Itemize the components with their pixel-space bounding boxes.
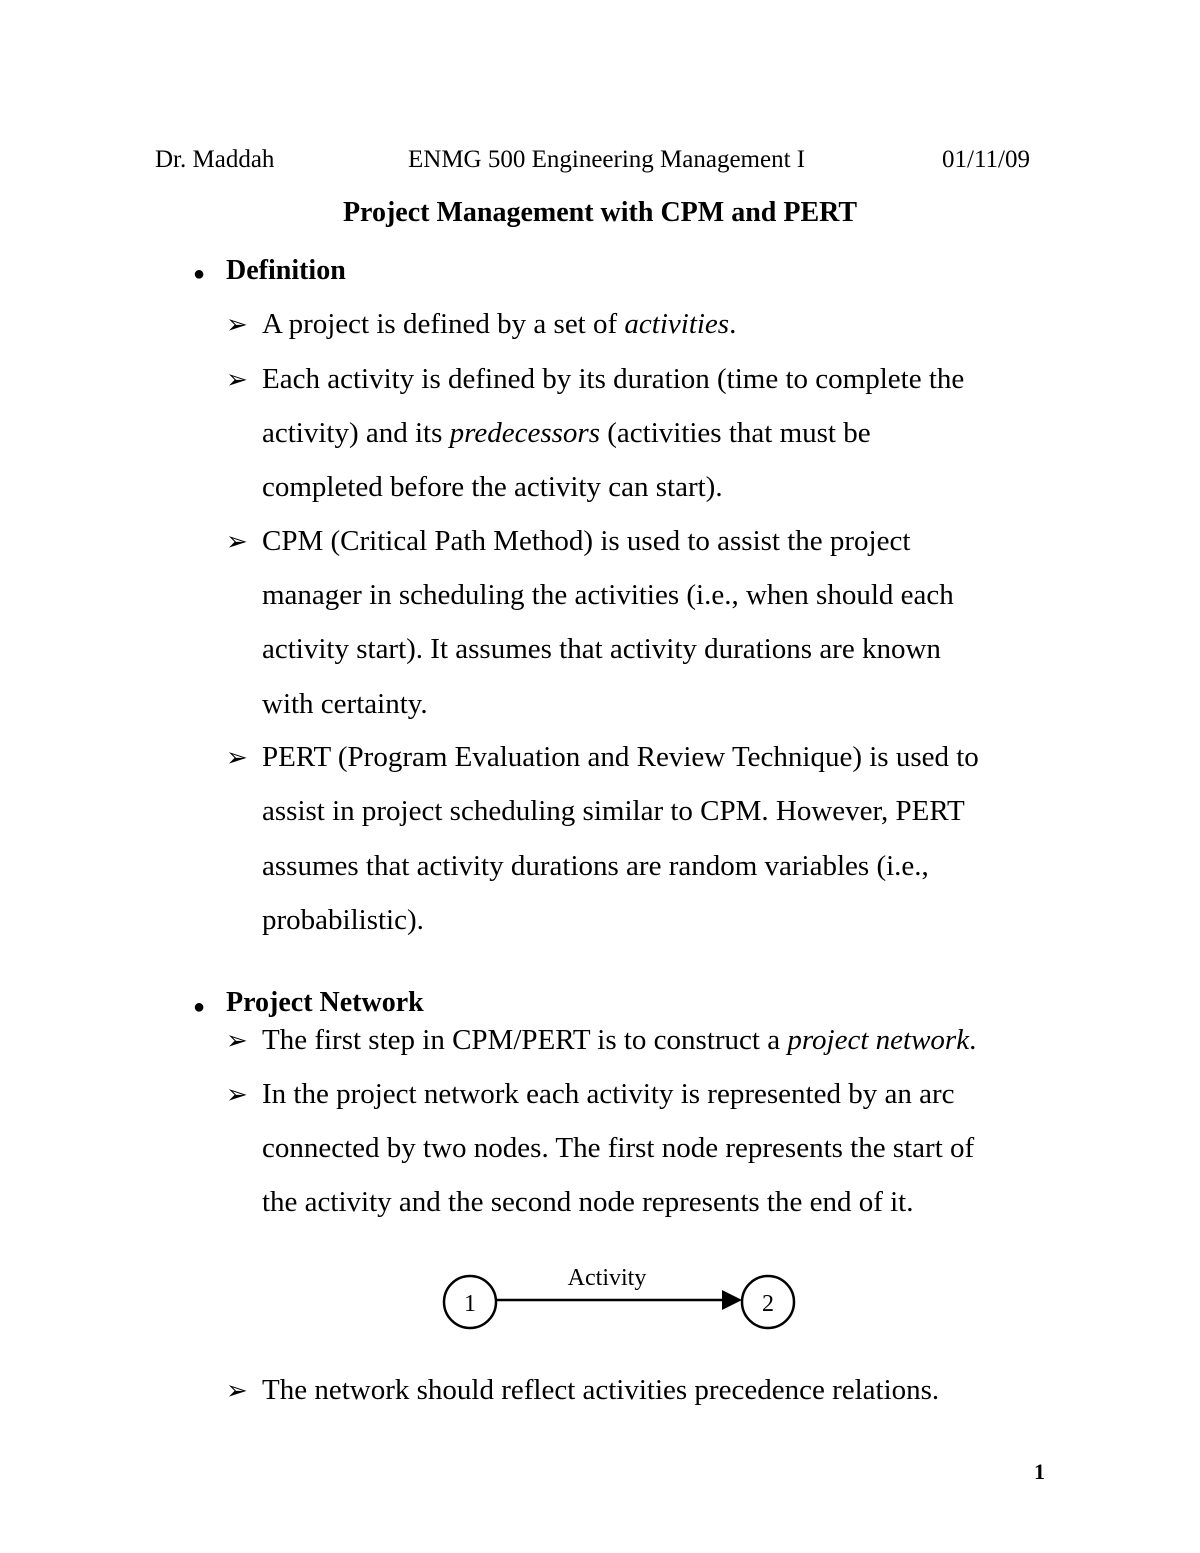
arc-label: Activity [567,1265,647,1291]
arrow-bullet-icon: ➢ [226,310,248,339]
list-item-continuation: assist in project scheduling similar to CPM. However, PERT [262,795,965,827]
list-item: CPM (Critical Path Method) is used to assist the project [262,525,911,557]
list-item-continuation: probabilistic). [262,904,424,936]
section-heading-definition: Definition [226,255,346,286]
list-item-continuation: manager in scheduling the activities (i.e., when should each [262,579,954,611]
start-node-label: 1 [464,1291,476,1317]
list-item-continuation: completed before the activity can start). [262,471,723,503]
header-date: 01/11/09 [942,146,1030,173]
list-item: A project is defined by a set of activities. [262,308,737,340]
bullet-dot-icon: ● [193,263,206,285]
arrow-bullet-icon: ➢ [226,743,248,772]
arrow-bullet-icon: ➢ [226,1376,248,1405]
list-item-continuation: the activity and the second node represents the end of it. [262,1186,914,1218]
bullet-dot-icon: ● [193,996,206,1018]
list-item-continuation: connected by two nodes. The first node represents the start of [262,1132,975,1164]
page-number: 1 [1034,1459,1045,1484]
arrow-bullet-icon: ➢ [226,1026,248,1055]
list-item-continuation: with certainty. [262,688,428,720]
arrowhead-icon [722,1290,742,1310]
page-title: Project Management with CPM and PERT [342,197,858,228]
list-item: The network should reflect activities precedence relations. [262,1374,940,1406]
section-heading-project-network: Project Network [226,987,424,1018]
header-author: Dr. Maddah [155,146,275,173]
arrow-bullet-icon: ➢ [226,527,248,556]
arrow-bullet-icon: ➢ [226,365,248,394]
list-item: In the project network each activity is represented by an arc [262,1078,955,1110]
list-item: PERT (Program Evaluation and Review Technique) is used to [262,741,979,773]
list-item-continuation: activity) and its predecessors (activities that must be [262,417,871,449]
end-node-label: 2 [762,1291,774,1317]
list-item-continuation: assumes that activity durations are random variables (i.e., [262,850,929,882]
list-item: Each activity is defined by its duration (time to complete the [262,363,965,395]
header-course: ENMG 500 Engineering Management I [408,146,806,173]
list-item: The first step in CPM/PERT is to construct a project network. [262,1024,977,1056]
activity-network-diagram [430,1260,810,1340]
list-item-continuation: activity start). It assumes that activity durations are known [262,633,941,665]
arrow-bullet-icon: ➢ [226,1080,248,1109]
